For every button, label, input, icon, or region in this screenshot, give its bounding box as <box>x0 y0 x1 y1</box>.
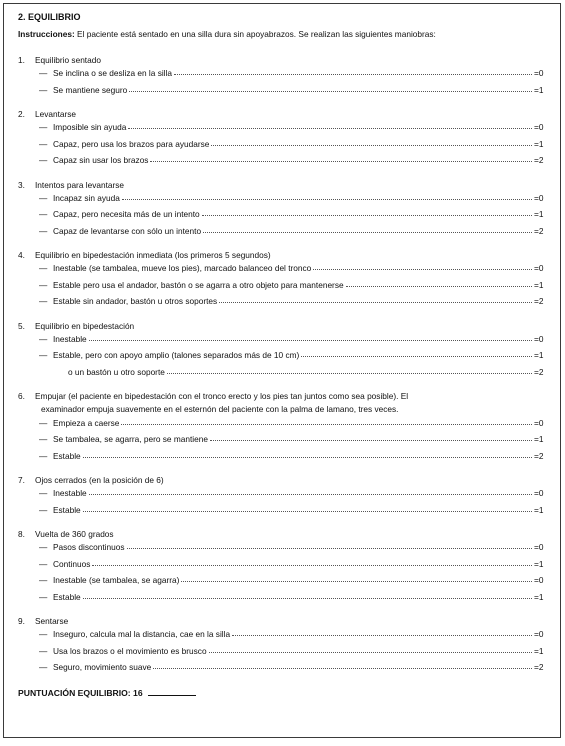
maneuver-title-line: Levantarse <box>35 109 77 119</box>
maneuver-title-line: Equilibrio en bipedestación <box>35 320 135 331</box>
maneuver-title-line: Equilibrio sentado <box>35 55 101 65</box>
score-option-row <box>18 210 548 227</box>
dotted-leader <box>122 199 532 200</box>
score-option-row <box>18 576 548 593</box>
option-label: Estable <box>53 591 81 602</box>
option-score: =2 <box>534 155 544 165</box>
maneuver-number: 1. <box>18 55 25 65</box>
section-heading: 2. EQUILIBRIO <box>18 12 81 22</box>
option-label: Continuos <box>53 558 91 569</box>
option-label: Estable, pero con apoyo amplio (talones separados más de 10 cm) <box>53 350 300 360</box>
dotted-leader <box>89 494 532 495</box>
maneuver-title-text <box>35 322 548 335</box>
maneuver-title <box>18 181 548 194</box>
maneuver-number: 3. <box>18 179 25 190</box>
option-label: Estable <box>53 450 81 461</box>
item-dash: — <box>39 84 48 95</box>
maneuver-number: 7. <box>18 475 25 486</box>
score-option-row <box>18 647 548 664</box>
item-dash: — <box>39 225 48 236</box>
option-label: Capaz de levantarse con sólo un intento <box>53 225 202 236</box>
maneuver-section <box>18 110 548 173</box>
option-score: =1 <box>534 434 544 445</box>
score-option-row <box>18 264 548 281</box>
option-label: Inestable <box>53 488 87 499</box>
item-dash: — <box>39 263 48 273</box>
score-option-row <box>18 69 548 86</box>
option-score: =1 <box>534 350 544 360</box>
option-score: =0 <box>534 542 544 553</box>
option-score: =2 <box>534 225 544 236</box>
score-option-row <box>18 663 548 680</box>
score-option-row <box>18 489 548 506</box>
dotted-leader <box>92 565 532 566</box>
maneuver-section <box>18 392 548 468</box>
option-score: =1 <box>534 279 544 290</box>
maneuver-title <box>18 392 548 414</box>
maneuver-title-line: Intentos para levantarse <box>35 179 125 190</box>
option-label: Seguro, movimiento suave <box>53 662 152 673</box>
item-dash: — <box>39 417 48 428</box>
item-dash: — <box>39 155 48 165</box>
balance-score-total <box>18 688 548 698</box>
maneuver-number: 2. <box>18 109 25 119</box>
score-option-row <box>18 560 548 577</box>
maneuver-section <box>18 617 548 680</box>
score-option-row <box>18 593 548 610</box>
score-option-row <box>18 227 548 244</box>
maneuver-title <box>18 476 548 489</box>
dotted-leader <box>150 161 532 162</box>
maneuver-number: 5. <box>18 320 25 331</box>
maneuver-title-text <box>35 392 548 414</box>
dotted-leader <box>121 424 532 425</box>
score-option-row <box>18 452 548 469</box>
option-score: =0 <box>534 417 544 428</box>
option-label: Se tambalea, se agarra, pero se mantiene <box>53 434 208 445</box>
instructions-label: Instrucciones: <box>18 29 75 39</box>
item-dash: — <box>39 662 48 673</box>
option-score: =2 <box>534 450 544 461</box>
maneuver-title-continuation: examinador empuja suavemente en el esternón del paciente con la palma de lamano, tres veces. <box>41 404 399 415</box>
maneuver-title-line: Sentarse <box>35 616 69 627</box>
maneuver-number: 8. <box>18 529 25 540</box>
score-option-row <box>18 194 548 211</box>
option-score: =0 <box>534 68 544 78</box>
option-score: =1 <box>534 591 544 602</box>
maneuver-number: 6. <box>18 391 25 401</box>
score-option-row <box>18 156 548 173</box>
option-label: o un bastón u otro soporte <box>68 366 165 377</box>
instructions-text: El paciente está sentado en una silla dura sin apoyabrazos. Se realizan las siguientes maniobras: <box>74 29 436 39</box>
option-label: Estable pero usa el andador, bastón o se agarra a otro objeto para mantenerse <box>53 279 344 290</box>
dotted-leader <box>219 302 532 303</box>
dotted-leader <box>181 581 532 582</box>
dotted-leader <box>127 548 533 549</box>
dotted-leader <box>211 145 532 146</box>
sections-list <box>18 56 548 680</box>
item-dash: — <box>39 558 48 569</box>
dotted-leader <box>346 286 532 287</box>
option-score: =1 <box>534 504 544 515</box>
dotted-leader <box>128 128 532 129</box>
option-label: Se mantiene seguro <box>53 84 128 95</box>
option-score: =0 <box>534 488 544 499</box>
item-dash: — <box>39 192 48 203</box>
item-dash: — <box>39 138 48 149</box>
option-label: Incapaz sin ayuda <box>53 192 120 203</box>
dotted-leader <box>210 440 532 441</box>
score-option-row <box>18 86 548 103</box>
option-score: =1 <box>534 209 544 219</box>
score-option-row <box>18 351 548 368</box>
option-score: =2 <box>534 296 544 306</box>
option-score: =1 <box>534 558 544 569</box>
maneuver-section <box>18 322 548 385</box>
item-dash: — <box>39 645 48 656</box>
item-dash: — <box>39 450 48 461</box>
option-score: =0 <box>534 263 544 273</box>
option-score: =1 <box>534 138 544 149</box>
maneuver-title-line: Empujar (el paciente en bipedestación con el tronco erecto y los pies tan juntos como sea posible). El <box>35 391 409 401</box>
item-dash: — <box>39 504 48 515</box>
item-dash: — <box>39 279 48 290</box>
option-label: Capaz, pero necesita más de un intento <box>53 209 200 219</box>
option-score: =2 <box>534 662 544 673</box>
maneuver-number: 9. <box>18 616 25 627</box>
option-label: Empieza a caerse <box>53 417 120 428</box>
dotted-leader <box>301 356 532 357</box>
option-score: =0 <box>534 122 544 132</box>
maneuver-title <box>18 322 548 335</box>
maneuver-section <box>18 251 548 314</box>
dotted-leader <box>83 511 532 512</box>
score-option-row <box>18 140 548 157</box>
score-option-row <box>18 123 548 140</box>
maneuver-section <box>18 56 548 102</box>
score-option-row <box>18 543 548 560</box>
item-dash: — <box>39 350 48 360</box>
dotted-leader <box>232 635 532 636</box>
item-dash: — <box>39 333 48 344</box>
option-label: Usa los brazos o el movimiento es brusco <box>53 645 207 656</box>
dotted-leader <box>203 232 532 233</box>
maneuver-title-text <box>35 476 548 489</box>
balance-assessment-form <box>3 3 561 738</box>
score-option-row <box>18 419 548 436</box>
total-label: PUNTUACIÓN EQUILIBRIO: 16 <box>18 687 143 698</box>
dotted-leader <box>129 91 532 92</box>
option-label: Estable <box>53 504 81 515</box>
maneuver-title-line: Vuelta de 360 grados <box>35 529 114 540</box>
score-option-row <box>18 630 548 647</box>
item-dash: — <box>39 591 48 602</box>
item-dash: — <box>39 296 48 306</box>
dotted-leader <box>209 652 532 653</box>
item-dash: — <box>39 68 48 78</box>
option-score: =0 <box>534 333 544 344</box>
score-option-row <box>18 368 548 385</box>
option-label: Inestable <box>53 333 87 344</box>
instructions <box>18 30 548 56</box>
maneuver-title-line: Ojos cerrados (en la posición de 6) <box>35 475 164 486</box>
maneuver-section <box>18 530 548 609</box>
option-label: Inseguro, calcula mal la distancia, cae en la silla <box>53 629 231 640</box>
dotted-leader <box>83 457 532 458</box>
dotted-leader <box>83 598 532 599</box>
option-label: Inestable (se tambalea, se agarra) <box>53 575 180 586</box>
item-dash: — <box>39 434 48 445</box>
option-score: =0 <box>534 192 544 203</box>
item-dash: — <box>39 488 48 499</box>
item-dash: — <box>39 122 48 132</box>
option-label: Imposible sin ayuda <box>53 122 127 132</box>
option-score: =1 <box>534 645 544 656</box>
dotted-leader <box>89 340 532 341</box>
dotted-leader <box>167 373 532 374</box>
score-option-row <box>18 335 548 352</box>
score-blank-line[interactable] <box>148 688 196 696</box>
dotted-leader <box>174 74 532 75</box>
score-option-row <box>18 506 548 523</box>
dotted-leader <box>202 215 532 216</box>
score-option-row <box>18 435 548 452</box>
option-label: Inestable (se tambalea, mueve los pies), marcado balanceo del tronco <box>53 263 312 273</box>
score-option-row <box>18 281 548 298</box>
item-dash: — <box>39 542 48 553</box>
option-score: =2 <box>534 366 544 377</box>
maneuver-title-text <box>35 181 548 194</box>
option-label: Pasos discontinuos <box>53 542 125 553</box>
option-label: Estable sin andador, bastón u otros soportes <box>53 296 218 306</box>
maneuver-number: 4. <box>18 250 25 260</box>
option-score: =0 <box>534 629 544 640</box>
item-dash: — <box>39 209 48 219</box>
option-label: Se inclina o se desliza en la silla <box>53 68 172 78</box>
maneuver-title-line: Equilibrio en bipedestación inmediata (los primeros 5 segundos) <box>35 250 271 260</box>
dotted-leader <box>313 269 532 270</box>
option-score: =0 <box>534 575 544 586</box>
option-score: =1 <box>534 84 544 95</box>
dotted-leader <box>153 668 532 669</box>
option-label: Capaz, pero usa los brazos para ayudarse <box>53 138 210 149</box>
option-label: Capaz sin usar los brazos <box>53 155 149 165</box>
maneuver-section <box>18 181 548 244</box>
maneuver-section <box>18 476 548 522</box>
item-dash: — <box>39 575 48 586</box>
item-dash: — <box>39 629 48 640</box>
score-option-row <box>18 297 548 314</box>
